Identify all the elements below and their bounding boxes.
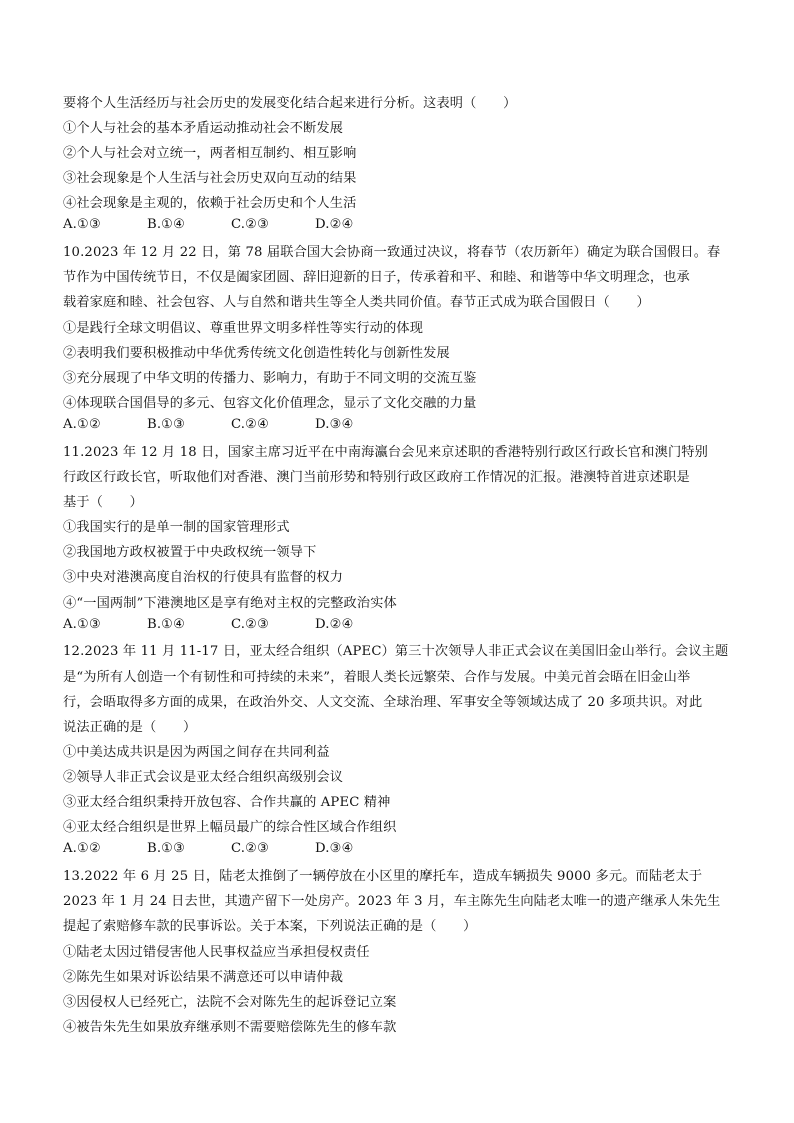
q9-options (63, 217, 354, 232)
q11-item-2: ②我国地方政权被置于中央政权统一领导下 (63, 545, 317, 560)
q12-item-1: ①中美达成共识是因为两国之间存在共同利益 (63, 745, 330, 760)
q10-item-1: ①是践行全球文明倡议、尊重世界文明多样性等实行动的体现 (63, 321, 424, 336)
q11-stem-line-2: 行政区行政长官，听取他们对香港、澳门当前形势和特别行政区政府工作情况的汇报。港澳特首进京述职是 (63, 470, 690, 485)
q9-item-2: ②个人与社会对立统一，两者相互制约、相互影响 (63, 146, 357, 161)
q12-stem-line-4: 说法正确的是（ ） (63, 720, 197, 735)
q10-options (63, 417, 354, 432)
q9-option-c[interactable]: C.②③ (231, 217, 270, 232)
q12-option-d[interactable]: D.③④ (315, 841, 354, 856)
q13-stem-line-1: 13.2022 年 6 月 25 日，陆老太推倒了一辆停放在小区里的摩托车，造成车辆损失 9000 多元。而陆老太于 (63, 869, 703, 884)
q9-item-1: ①个人与社会的基本矛盾运动推动社会不断发展 (63, 121, 344, 136)
q13-item-3: ③因侵权人已经死亡，法院不会对陈先生的起诉登记立案 (63, 995, 397, 1010)
q11-option-b[interactable]: B.①④ (147, 617, 186, 632)
q10-option-c[interactable]: C.②④ (231, 417, 270, 432)
q10-option-b[interactable]: B.①③ (147, 417, 186, 432)
q13-stem-line-2: 2023 年 1 月 24 日去世，其遗产留下一处房产。2023 年 3 月，车主陈先生向陆老太唯一的遗产继承人朱先生 (63, 894, 721, 909)
q11-option-c[interactable]: C.②③ (231, 617, 270, 632)
q13-stem-line-3: 提起了索赔修车款的民事诉讼。关于本案，下列说法正确的是（ ） (63, 919, 477, 934)
q12-options (63, 841, 354, 856)
q11-option-a[interactable]: A.①③ (63, 617, 101, 632)
q12-stem-line-2: 是“为所有人创造一个有韧性和可持续的未来”，着眼人类长远繁荣、合作与发展。中美元首会晤在旧金山举 (63, 670, 691, 685)
q9-option-a[interactable]: A.①③ (63, 217, 101, 232)
q12-item-3: ③亚太经合组织秉持开放包容、合作共赢的 APEC 精神 (63, 795, 391, 810)
q12-option-a[interactable]: A.①② (63, 841, 101, 856)
q12-stem-line-1: 12.2023 年 11 月 11-17 日，亚太经合组织（APEC）第三十次领导人非正式会议在美国旧金山举行。会议主题 (63, 644, 729, 659)
q11-options (63, 617, 354, 632)
q12-option-c[interactable]: C.②③ (231, 841, 270, 856)
q10-stem-line-2: 节作为中国传统节日，不仅是阖家团圆、辞旧迎新的日子，传承着和平、和睦、和谐等中华文明理念，也承 (63, 270, 690, 285)
q12-item-2: ②领导人非正式会议是亚太经合组织高级别会议 (63, 770, 344, 785)
q12-stem-line-3: 行，会晤取得多方面的成果，在政治外交、人文交流、全球治理、军事安全等领域达成了 20 多项共识。对此 (63, 695, 703, 710)
q11-item-3: ③中央对港澳高度自治权的行使具有监督的权力 (63, 570, 344, 585)
q10-stem-line-3: 载着家庭和睦、社会包容、人与自然和谐共生等全人类共同价值。春节正式成为联合国假日（ ） (63, 295, 650, 310)
q11-item-1: ①我国实行的是单一制的国家管理形式 (63, 520, 290, 535)
q10-item-2: ②表明我们要积极推动中华优秀传统文化创造性转化与创新性发展 (63, 346, 450, 361)
q10-option-d[interactable]: D.③④ (315, 417, 354, 432)
q9-item-3: ③社会现象是个人生活与社会历史双向互动的结果 (63, 171, 357, 186)
q13-item-4: ④被告朱先生如果放弃继承则不需要赔偿陈先生的修车款 (63, 1020, 397, 1035)
q11-item-4: ④“一国两制”下港澳地区是享有绝对主权的完整政治实体 (63, 596, 397, 611)
q13-item-2: ②陈先生如果对诉讼结果不满意还可以申请仲裁 (63, 970, 344, 985)
q10-item-3: ③充分展现了中华文明的传播力、影响力，有助于不同文明的交流互鉴 (63, 371, 477, 386)
q11-stem-line-1: 11.2023 年 12 月 18 日，国家主席习近平在中南海瀛台会见来京述职的香港特别行政区行政长官和澳门特别 (63, 445, 708, 460)
q10-stem-line-1: 10.2023 年 12 月 22 日，第 78 届联合国大会协商一致通过决议，将春节（农历新年）确定为联合国假日。春 (63, 245, 721, 260)
q10-option-a[interactable]: A.①② (63, 417, 101, 432)
q11-option-d[interactable]: D.②④ (315, 617, 354, 632)
q13-item-1: ①陆老太因过错侵害他人民事权益应当承担侵权责任 (63, 945, 370, 960)
q9-option-b[interactable]: B.①④ (147, 217, 186, 232)
q10-item-4: ④体现联合国倡导的多元、包容文化价值理念，显示了文化交融的力量 (63, 396, 477, 411)
q9-option-d[interactable]: D.②④ (315, 217, 354, 232)
q9-item-4: ④社会现象是主观的，依赖于社会历史和个人生活 (63, 196, 357, 211)
q12-item-4: ④亚太经合组织是世界上幅员最广的综合性区域合作组织 (63, 820, 397, 835)
q11-stem-line-3: 基于（ ） (63, 495, 144, 510)
q9-stem: 要将个人生活经历与社会历史的发展变化结合起来进行分析。这表明（ ） (63, 96, 517, 111)
q12-option-b[interactable]: B.①③ (147, 841, 186, 856)
